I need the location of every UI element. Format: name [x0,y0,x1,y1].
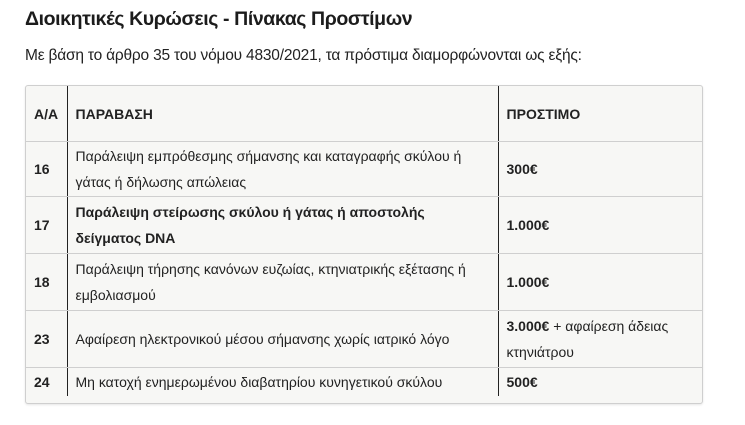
table-row [26,368,703,397]
header-fine: ΠΡΟΣΤΙΜΟ [498,86,703,142]
fine-amount: 3.000€ [506,318,550,334]
table-row [26,142,703,197]
intro-paragraph: Με βάση το άρθρο 35 του νόμου 4830/2021, τα πρόστιμα διαμορφώνονται ως εξής: [25,47,582,64]
row-id: 17 [26,197,67,254]
fines-table-container [25,85,703,404]
violation-text: Παράλειψη εμπρόθεσμης σήμανσης και καταγραφής σκύλου ή γάτας ή δήλωσης απώλειας [75,148,462,190]
row-violation [67,311,498,368]
header-violation: ΠΑΡΑΒΑΣΗ [67,86,498,142]
fine-amount: 1.000€ [506,274,550,290]
fine-extra-penalty: + αφαίρεση άδειας κτηνιάτρου [506,318,669,360]
fine-amount: 1.000€ [506,217,550,233]
header-id: Α/Α [26,86,67,142]
violation-text: Μη κατοχή ενημερωμένου διαβατηρίου κυνηγετικού σκύλου [75,374,443,390]
table-header-row [26,86,703,142]
fine-amount: 500€ [506,374,538,390]
table-row [26,254,703,311]
row-id: 18 [26,254,67,311]
table-row [26,197,703,254]
row-fine [498,254,703,311]
row-id: 23 [26,311,67,368]
row-fine [498,197,703,254]
row-violation [67,197,498,254]
row-fine [498,311,703,368]
row-violation [67,368,498,397]
page-title: Διοικητικές Κυρώσεις - Πίνακας Προστίμων [25,8,413,30]
violation-text: Παράλειψη στείρωσης σκύλου ή γάτας ή αποστολής δείγματος DNA [75,204,425,246]
row-id: 16 [26,142,67,197]
row-fine [498,368,703,397]
fines-table [26,86,703,396]
row-violation [67,142,498,197]
table-row [26,311,703,368]
violation-text: Αφαίρεση ηλεκτρονικού μέσου σήμανσης χωρίς ιατρικό λόγο [75,331,450,347]
violation-text: Παράλειψη τήρησης κανόνων ευζωίας, κτηνιατρικής εξέτασης ή εμβολιασμού [75,261,466,303]
row-violation [67,254,498,311]
row-id: 24 [26,368,67,397]
fine-amount: 300€ [506,161,538,177]
row-fine [498,142,703,197]
